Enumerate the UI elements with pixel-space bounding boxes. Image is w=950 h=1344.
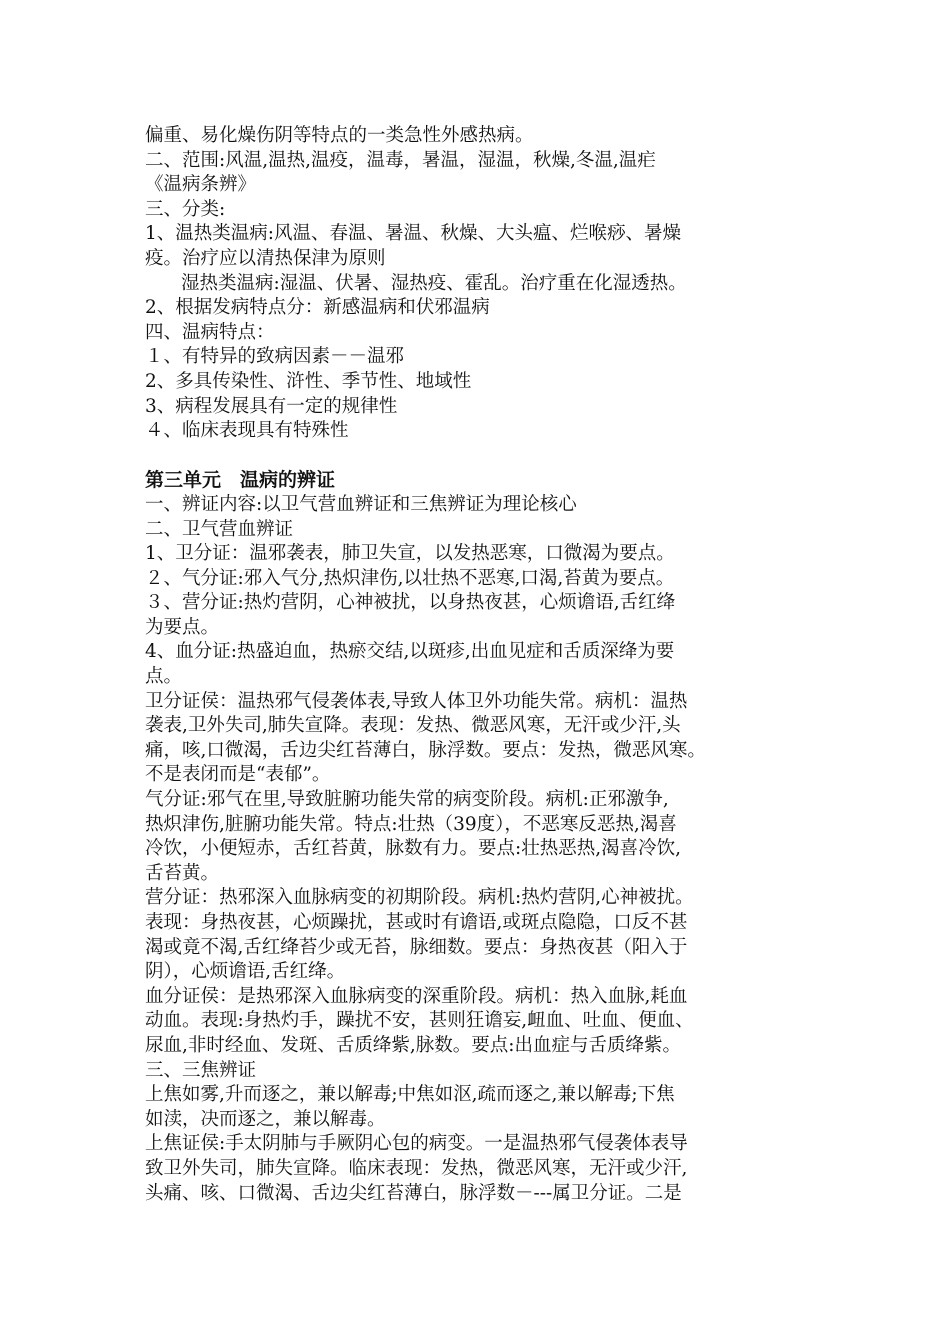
- text-line: 阴），心烦谵语,舌红绛。: [145, 961, 346, 983]
- text-line: 湿热类温病:湿温、伏暑、湿热疫、霍乱。治疗重在化湿透热。: [181, 272, 687, 294]
- text-line: 《温病条辨》: [145, 174, 257, 196]
- text-line: 营分证：热邪深入血脉病变的初期阶段。病机:热灼营阴,心神被扰。: [145, 887, 694, 909]
- text-line: 尿血,非时经血、发斑、舌质绛紫,脉数。要点:出血症与舌质绛紫。: [145, 1034, 681, 1056]
- text-line: 三、分类:: [145, 198, 226, 220]
- text-line: 1、卫分证：温邪袭表，肺卫失宣，以发热恶寒，口微渴为要点。: [145, 543, 675, 565]
- text-line: 血分证侯：是热邪深入血脉病变的深重阶段。病机：热入血脉,耗血: [145, 985, 688, 1007]
- text-line: ２、气分证:邪入气分,热炽津伤,以壮热不恶寒,口渴,苔黄为要点。: [145, 567, 675, 589]
- text-line: 如渎，决而逐之，兼以解毒。: [145, 1108, 386, 1130]
- text-line: 点。: [145, 666, 183, 688]
- text-line: 上焦如雾,升而逐之，兼以解毒;中焦如沤,疏而逐之,兼以解毒;下焦: [145, 1084, 675, 1106]
- text-line: 动血。表现:身热灼手，躁扰不安，甚则狂谵妄,衄血、吐血、便血、: [145, 1010, 694, 1032]
- text-line: 二、范围:风温,温热,温疫，温毒，暑温，湿温，秋燥,冬温,温疟: [145, 149, 656, 171]
- text-line: 1、温热类温病:风温、春温、暑温、秋燥、大头瘟、烂喉痧、暑燥: [145, 223, 682, 245]
- text-line: 气分证:邪气在里,导致脏腑功能失常的病变阶段。病机:正邪激争,: [145, 789, 669, 811]
- text-line: ４、临床表现具有特殊性: [145, 420, 349, 442]
- text-line: 4、血分证:热盛迫血，热瘀交结,以斑疹,出血见症和舌质深绛为要: [145, 641, 675, 663]
- text-line: １、有特异的致病因素－－温邪: [145, 346, 405, 368]
- text-line: 2、根据发病特点分：新感温病和伏邪温病: [145, 297, 490, 319]
- text-line: 偏重、易化燥伤阴等特点的一类急性外感热病。: [145, 125, 534, 146]
- text-line: 不是表闭而是“表郁”。: [145, 764, 331, 786]
- section-heading: 第三单元 温病的辨证: [145, 469, 336, 492]
- text-line: 疫。治疗应以清热保津为原则: [145, 247, 386, 269]
- text-line: 2、多具传染性、浒性、季节性、地域性: [145, 370, 472, 392]
- text-line: 致卫外失司，肺失宣降。临床表现：发热，微恶风寒，无汗或少汗,: [145, 1157, 688, 1179]
- text-line: 二、卫气营血辨证: [145, 518, 294, 540]
- text-line: 头痛、咳、口微渴、舌边尖红苔薄白，脉浮数－---属卫分证。二是: [145, 1182, 682, 1204]
- document-body: [145, 124, 825, 1206]
- text-line: 袭表,卫外失司,肺失宣降。表现：发热、微恶风寒，无汗或少汗,头: [145, 715, 681, 737]
- text-line: 冷饮，小便短赤，舌红苔黄，脉数有力。要点:壮热恶热,渴喜冷饮,: [145, 838, 681, 860]
- paragraph-gap: [145, 444, 825, 469]
- text-line: 3、病程发展具有一定的规律性: [145, 395, 398, 417]
- text-line: 为要点。: [145, 616, 220, 638]
- text-line: 表现：身热夜甚，心烦躁扰，甚或时有谵语,或斑点隐隐，口反不甚: [145, 912, 688, 933]
- text-line: ３、营分证:热灼营阴，心神被扰，以身热夜甚，心烦谵语,舌红绛: [145, 592, 676, 614]
- text-line: 痛，咳,口微渴，舌边尖红苔薄白，脉浮数。要点：发热，微恶风寒。: [145, 739, 706, 761]
- text-line: 舌苔黄。: [145, 862, 220, 884]
- text-line: 一、辨证内容:以卫气营血辨证和三焦辨证为理论核心: [145, 493, 577, 515]
- text-line: 上焦证侯:手太阴肺与手厥阴心包的病变。一是温热邪气侵袭体表导: [145, 1133, 688, 1155]
- text-line: 四、温病特点：: [145, 321, 275, 343]
- text-line: 三、三焦辨证: [145, 1059, 257, 1081]
- text-line: 渴或竟不渴,舌红绛苔少或无苔，脉细数。要点：身热夜甚（阳入于: [145, 936, 688, 958]
- text-line: 卫分证侯：温热邪气侵袭体表,导致人体卫外功能失常。病机：温热: [145, 690, 688, 712]
- text-line: 热炽津伤,脏腑功能失常。特点:壮热（39度），不恶寒反恶热,渴喜: [145, 813, 677, 835]
